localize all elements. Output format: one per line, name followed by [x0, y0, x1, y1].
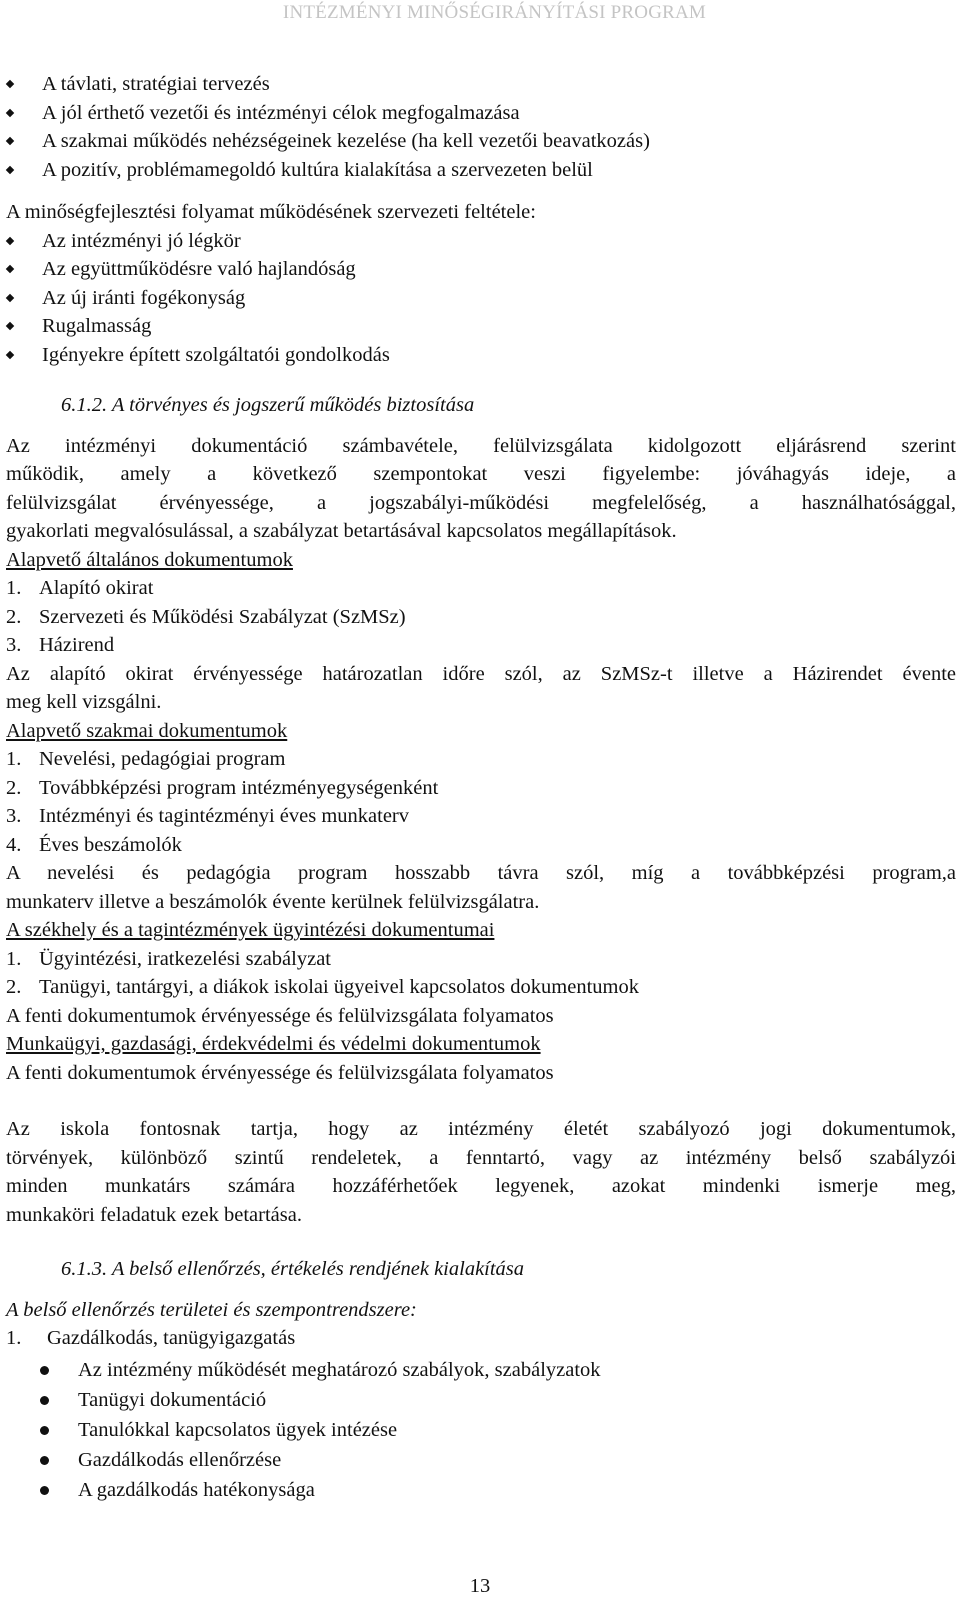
paragraph-line: A fenti dokumentumok érvényessége és felülvizsgálata folyamatos	[6, 1061, 554, 1084]
professional-docs-title: Alapvető szakmai dokumentumok	[6, 719, 288, 742]
list-item: Tanulókkal kapcsolatos ügyek intézése	[6, 1415, 956, 1445]
list-item: Igényekre épített szolgáltatói gondolkodás	[6, 341, 956, 370]
list-item: A szakmai működés nehézségeinek kezelése (ha kell vezetői beavatkozás)	[6, 127, 956, 156]
list-item: 1. Nevelési, pedagógiai program	[6, 748, 286, 770]
paragraph-line: működik, amely a következő szempontokat veszi figyelembe: jóváhagyás ideje, a	[6, 463, 956, 485]
page-content	[6, 70, 956, 1505]
list-item: A pozitív, problémamegoldó kultúra kialakítása a szervezeten belül	[6, 156, 956, 185]
conditions-list	[6, 227, 956, 370]
paragraph-line: gyakorlati megvalósulással, a szabályzat betartásával kapcsolatos megállapítások.	[6, 520, 677, 542]
labour-docs-title: Munkaügyi, gazdasági, érdekvédelmi és védelmi dokumentumok	[6, 1033, 541, 1055]
page-number: 13	[469, 1575, 491, 1597]
admin-docs-title: A székhely és a tagintézmények ügyintézési dokumentumai	[6, 919, 495, 941]
bullet-icon	[6, 293, 14, 301]
list-item: 2. Továbbképzési program intézményegységenként	[6, 776, 439, 799]
list-item: 2. Tanügyi, tantárgyi, a diákok iskolai ügyeivel kapcsolatos dokumentumok	[6, 976, 639, 998]
bullet-icon	[40, 1366, 49, 1375]
section-heading-613: 6.1.3. A belső ellenőrzés, értékelés rendjének kialakítása	[61, 1258, 525, 1280]
general-docs-title: Alapvető általános dokumentumok	[6, 548, 293, 571]
paragraph-line: munkaköri feladatuk ezek betartása.	[6, 1203, 302, 1226]
bullet-icon	[40, 1396, 49, 1405]
control-areas-list	[6, 1355, 956, 1505]
list-item: 1. Ügyintézési, iratkezelési szabályzat	[6, 947, 331, 970]
running-header: INTÉZMÉNYI MINŐSÉGIRÁNYÍTÁSI PROGRAM	[282, 2, 706, 23]
list-item: A távlati, stratégiai tervezés	[6, 70, 956, 99]
list-item: 3. Intézményi és tagintézményi éves munkaterv	[6, 805, 410, 827]
paragraph-line: Az alapító okirat érvényessége határozatlan időre szól, az SzMSz-t illetve a Házirendet évente	[6, 662, 956, 685]
list-item: A gazdálkodás hatékonysága	[6, 1475, 956, 1505]
paragraph-line: Az intézményi dokumentáció számbavétele, felülvizsgálata kidolgozott eljárásrend szerint	[6, 434, 956, 457]
list-item: Rugalmasság	[6, 312, 956, 341]
paragraph-line: törvények, különböző szintű rendeletek, a fenntartó, vagy az intézmény belső szabályzói	[6, 1146, 956, 1169]
bullet-icon	[6, 137, 14, 145]
paragraph-line: felülvizsgálat érvényessége, a jogszabályi-működési megfelelőség, a használhatósággal,	[6, 491, 956, 514]
list-item: Gazdálkodás ellenőrzése	[6, 1445, 956, 1475]
bullet-icon	[6, 165, 14, 173]
bullet-icon	[6, 265, 14, 273]
paragraph-line: munkaterv illetve a beszámolók évente kerülnek felülvizsgálatra.	[6, 890, 540, 913]
paragraph-line: minden munkatárs számára hozzáférhetőek legyenek, azokat mindenki ismerje meg,	[6, 1175, 956, 1197]
list-item: 1. Gazdálkodás, tanügyigazgatás	[6, 1327, 296, 1349]
bullet-icon	[6, 322, 14, 330]
list-item: 1. Alapító okirat	[6, 577, 154, 599]
list-item: 4. Éves beszámolók	[6, 833, 182, 856]
list-item: 2. Szervezeti és Működési Szabályzat (SzMSz)	[6, 605, 406, 628]
bullet-icon	[6, 350, 14, 358]
list-item: Az intézményi jó légkör	[6, 227, 956, 256]
condition-intro: A minőségfejlesztési folyamat működésének szervezeti feltétele:	[6, 201, 536, 223]
paragraph-line: A nevelési és pedagógia program hosszabb távra szól, míg a továbbképzési program,a	[6, 862, 956, 884]
closing-paragraph	[6, 1115, 956, 1229]
bullet-icon	[6, 108, 14, 116]
bullet-icon	[6, 236, 14, 244]
bullet-icon	[40, 1486, 49, 1495]
bullet-icon	[40, 1426, 49, 1435]
list-item: Az együttműködésre való hajlandóság	[6, 255, 956, 284]
list-item: Az intézmény működését meghatározó szabályok, szabályzatok	[6, 1355, 956, 1385]
bullet-icon	[40, 1456, 49, 1465]
bullet-icon	[6, 80, 14, 88]
section-heading-612: 6.1.2. A törvényes és jogszerű működés biztosítása	[61, 394, 475, 416]
section-subheading: A belső ellenőrzés területei és szempontrendszere:	[6, 1298, 417, 1321]
list-item: Tanügyi dokumentáció	[6, 1385, 956, 1415]
paragraph-line: meg kell vizsgálni.	[6, 691, 162, 713]
list-item: 3. Házirend	[6, 634, 115, 656]
paragraph-line: A fenti dokumentumok érvényessége és felülvizsgálata folyamatos	[6, 1004, 554, 1027]
goals-list	[6, 70, 956, 184]
list-item: Az új iránti fogékonyság	[6, 284, 956, 313]
list-item: A jól érthető vezetői és intézményi célok megfogalmazása	[6, 99, 956, 128]
intro-paragraph	[6, 432, 956, 546]
paragraph-line: Az iskola fontosnak tartja, hogy az intézmény életét szabályozó jogi dokumentumok,	[6, 1118, 956, 1140]
